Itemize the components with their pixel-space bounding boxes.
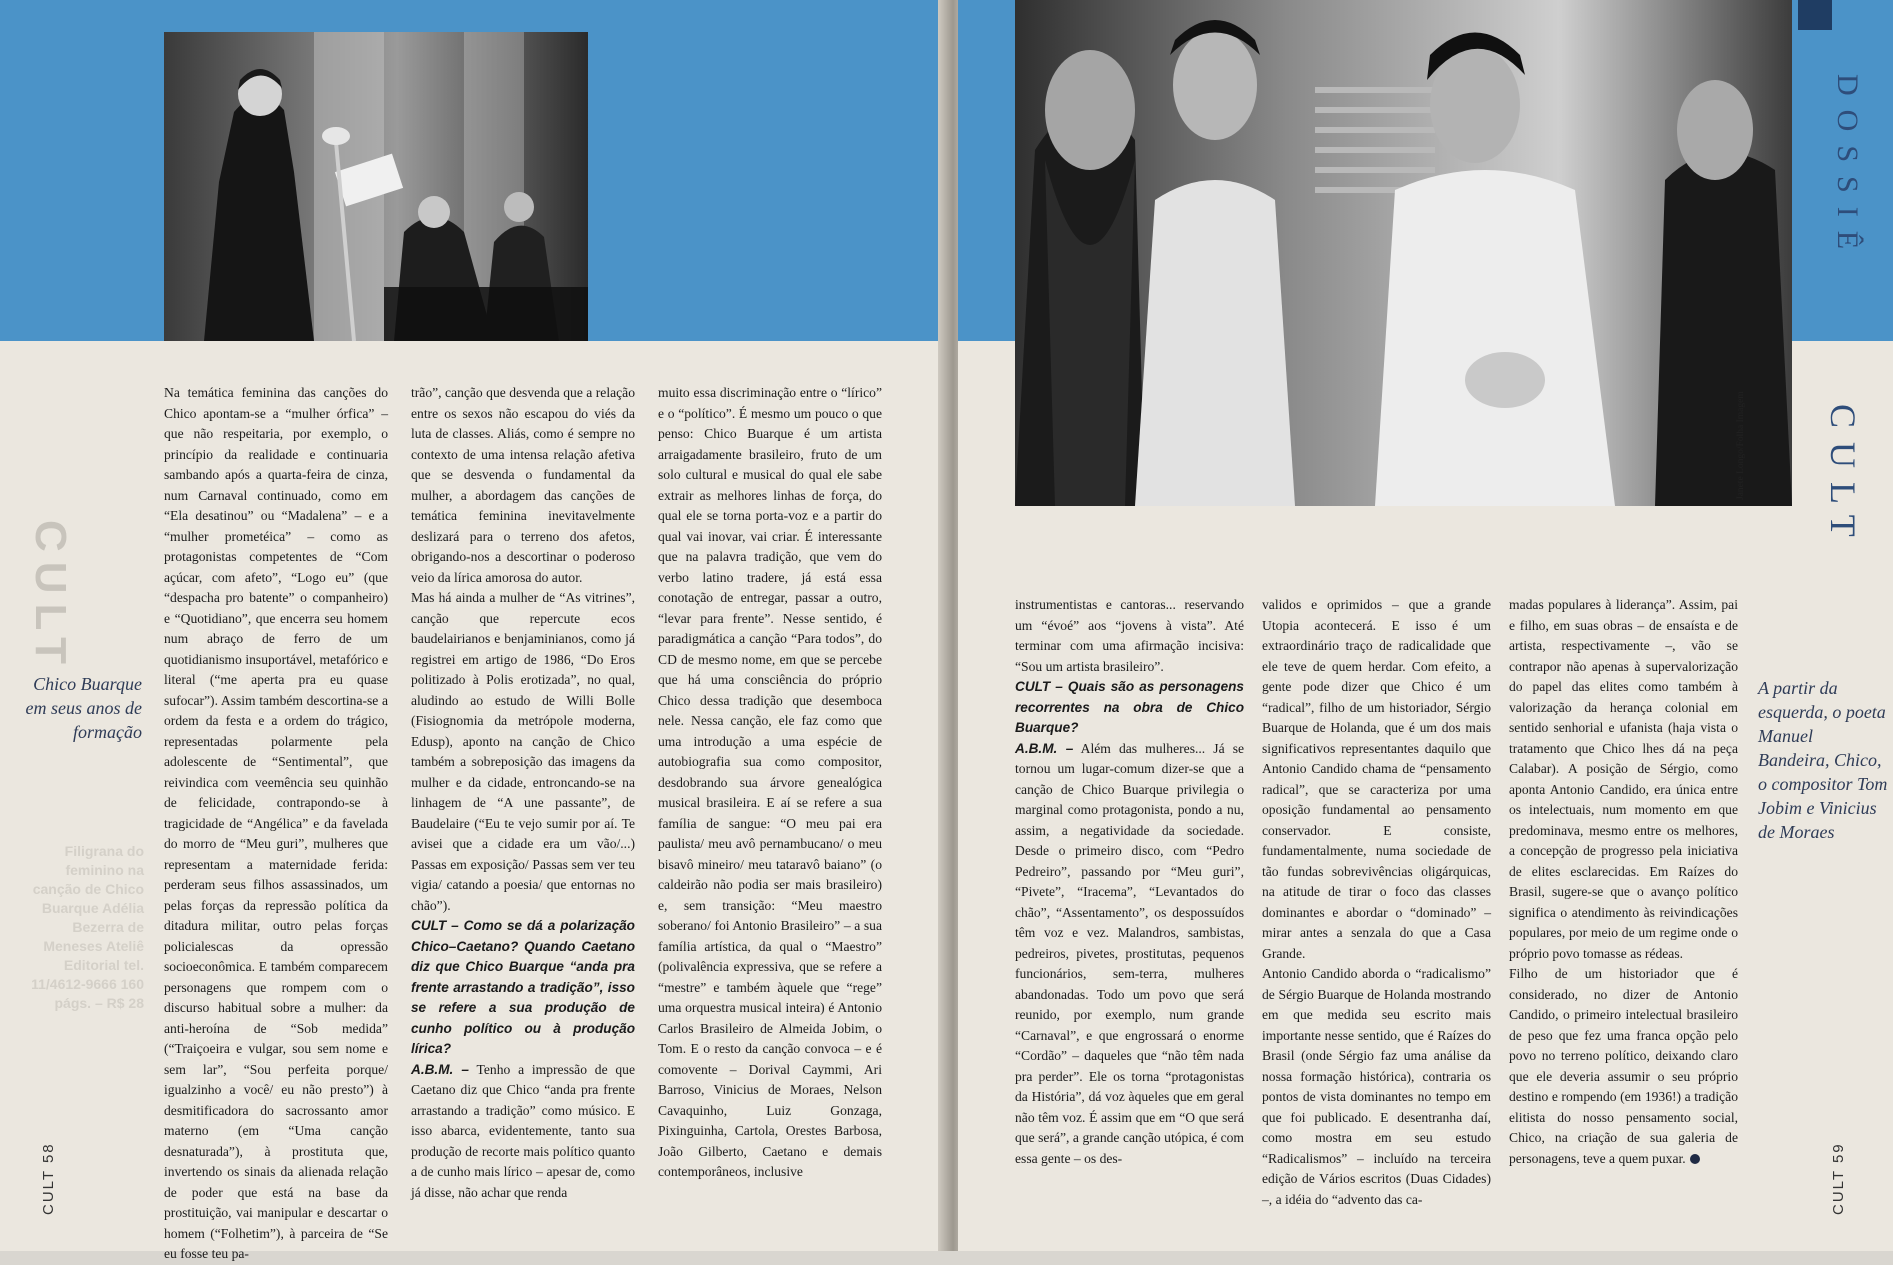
article-column-1 bbox=[1015, 595, 1244, 1169]
answer-text: Tenho a impressão de que Caetano diz que Chico “anda pra frente arrastando a tradição” como músico. E isso abarca, evidentemente, tanto sua produção de recorte mais político quanto a de cunho mais lírico – apesar de, como já disse, não achar que renda bbox=[411, 1061, 635, 1200]
left-page bbox=[0, 0, 948, 1261]
paragraph: validos e oprimidos – que a grande Utopia acontecerá. E isso é um extraordinário traço de radicalidade que ele teve de quem herdar. Com efeito, a gente pode dizer que Chico é um “radical”, filho de um historiador, Sérgio Buarque de Holanda, que é um dos mais significativos representantes daquilo que Antonio Candido chama de “pensamento radical”, que se caracteriza por uma oposição fundamental ao pensamento conservador. E consiste, fundamentalmente, numa sociedade de tão fundas sobrevivências oligárquicas, na atitude de tirar o foco das classes dominantes e abordar o “dominado” – mirar antes a senzala do que a Casa Grande. bbox=[1262, 597, 1491, 961]
paragraph: Na temática feminina das canções do Chico apontam-se a “mulher órfica” – que não respeitaria, por exemplo, o princípio da realidade e continuaria sambando após a quarta-feira de cinza, num Carnaval continuado, como em “Ela desatinou” ou “Madalena” – e a “mulher prometéica” – como as protagonistas competentes de “Com açúcar, com afeto”, “Logo eu” (que “despacha pro batente” o companheiro) e “Quotidiano”, que encerra seu homem num abraço de ferro de um quotidianismo insuportável, metafórico e literal (“me aperta pra eu quase sufocar”). Assim também descortina-se a ordem da festa e a ordem do trágico, representadas polarmente pela adolescente de “Sentimental”, que reivindica com veemência seu quinhão de felicidade, contrapondo-se à tragicidade de “Angélica” e da favelada do morro de “Meu guri”, mulheres que representam a maternidade ferida: perderam seus filhos assassinados, um pelas forças da repressão política da ditadura militar, outro pelas forças policialescas da opressão socioeconômica. E também comparecem personagens que rompem com o discurso habitual sobre a mulher: da anti-heroína de “Sob medida” (“Traiçoeira e vulgar, sou sem nome e sem lar”, “Sou perfeita porque/ igualzinho a você/ eu não presto”) à desmitificadora do sacrossanto amor materno (em “Uma canção desnaturada”), à prostituta que, invertendo os sinais da alienada relação de poder que está na base da prostituição, vai manipular e descartar o homem (“Folhetim”), à parceira de “Se eu fosse teu pa- bbox=[164, 385, 388, 1261]
answer-lead: A.B.M. – bbox=[1015, 740, 1074, 756]
article-column-2 bbox=[1262, 595, 1491, 1210]
interview-answer bbox=[1015, 739, 1244, 1170]
section-marker bbox=[1798, 0, 1832, 30]
paragraph: Mas há ainda a mulher de “As vitrines”, canção que repercute ecos baudelairianos e benjaminianos, como já registrei em artigo de 1986, “Do Eros politizado à Polis erotizada”, no qual, aludindo ao estudo de Willi Bolle (Fisiognomia da metrópole moderna, Edusp), aponto na canção de Chico também a sobreposição das imagens da mulher e da cidade, entroncando-se na linhagem de “A une passante”, de Baudelaire (“Eu te vejo sumir por aí. Te avisei que a cidade era um vão/...) Passas em exposição/ Passas sem ver teu vigia/ catando a poesia/ que entornas no chão”). bbox=[411, 590, 635, 913]
paragraph: Antonio Candido aborda o “radicalismo” de Sérgio Buarque de Holanda mostrando em que medida seu escrito mais importante nesse sentido, que é Raízes do Brasil (onde Sérgio faz uma análise da nossa formação histórica), contraria os pontos de vista dominantes no tempo em que foi publicado. E desentranha daí, como mostra em seu estudo “Radicalismos” – incluído na terceira edição de Vários escritos (Duas Cidades) –, a idéia do “advento das ca- bbox=[1262, 966, 1491, 1207]
end-of-article-icon bbox=[1690, 1154, 1700, 1164]
photo-credit: Janete Longo/Folha Imagem bbox=[1736, 391, 1746, 500]
paragraph: madas populares à liderança”. Assim, pai e filho, em suas obras – de ensaísta e de artista, respectivamente –, vão se contrapor não apenas à supervalorização do papel das elites como também à valorização da herança colonial em sentido senhorial e ufanista (haja vista o tratamento que Chico lhes dá na peça Calabar). A posição de Sérgio, como aponta Antonio Candido, era única entre os intelectuais, num momento em que predominava, mesmo entre os melhores, a concepção de progresso pela iniciativa de elites esclarecidas. Em Raízes do Brasil, sugere-se que o avanço político significa o atendimento às reivindicações populares, por meio de um regime onde o próprio povo tomasse as rédeas. bbox=[1509, 597, 1738, 961]
interview-question: CULT – Como se dá a polarização Chico–Caetano? Quando Caetano diz que Chico Buarque “anda pra frente arrastando a tradição”, isso se refere a sua produção de cunho político ou à produção lírica? bbox=[411, 918, 635, 1056]
photo-group-bandeira-chico-jobim-vinicius bbox=[1015, 0, 1792, 506]
article-column-1 bbox=[164, 383, 388, 1265]
page-number-right: CULT 59 bbox=[1830, 1142, 1847, 1215]
article-column-3 bbox=[658, 383, 882, 1183]
page-number-left: CULT 58 bbox=[40, 1142, 57, 1215]
interview-question: CULT – Quais são as personagens recorrentes na obra de Chico Buarque? bbox=[1015, 679, 1244, 735]
paragraph: muito essa discriminação entre o “lírico” e o “político”. É mesmo um pouco o que penso: Chico Buarque é um artista arraigadamente brasileiro, fruto de um solo cultural e musical do qual ele sabe extrair as melhores linhas de força, do qual ele se torna porta-voz e a partir do qual vai inovar, vai criar. É interessante que na palavra tradição, que vem do verbo latino tradere, já está essa conotação de entregar, passar a outro, “levar para frente”. Nesse sentido, é paradigmática a canção “Para todos”, do CD de mesmo nome, em que se percebe que há uma consciência do próprio Chico dessa tradição que desemboca nele. Nessa canção, ele faz como que uma introdução a uma espécie de autobiografia sua como compositor, desdobrando sua árvore genealógica musical brasileira. E aí se refere a sua família de sangue: “O meu pai era paulista/ meu avô pernambucano/ o meu bisavô mineiro/ meu tataravô baiano” (o caldeirão não podia ser mais brasileiro) e, sem transição: “Meu maestro soberano/ foi Antonio Brasileiro” – a sua família artística, da qual o “Maestro” (polivalência expressiva, que se refere a “mestre” e também àquele que “rege” uma orquestra musical inteira) é Antonio Carlos Brasileiro de Almeida Jobim, o Tom. E o resto da canção convoca – e é comovente – Dorival Caymmi, Ari Barroso, Vinicius de Moraes, Nelson Cavaquinho, Luiz Gonzaga, Pixinguinha, Cartola, Orestes Barbosa, João Gilberto, Caetano e demais contemporâneos, inclusive bbox=[658, 385, 882, 1179]
ghost-running-head: CULT bbox=[26, 520, 75, 675]
article-column-3 bbox=[1509, 595, 1738, 1169]
brand-label-cult: CULT bbox=[1823, 404, 1863, 551]
photo-caption-right: A partir da esquerda, o poeta Manuel Bandeira, Chico, o compositor Tom Jobim e Vinicius de Moraes bbox=[1758, 678, 1888, 842]
section-label-dossie: DOSSIÊ bbox=[1831, 74, 1864, 264]
photo-young-chico bbox=[164, 32, 588, 341]
ghost-sidebar-text: Filigrana do feminino na canção de Chico Buarque Adélia Bezerra de Meneses Ateliê Editorial tel. 11/4612-9666 160 págs. – R$ 28 bbox=[31, 843, 144, 1011]
paragraph: trão”, canção que desvenda que a relação entre os sexos não escapou do viés da luta de classes. Aliás, como é sempre no contexto de uma intensa relação afetiva que se desvenda o fundamental da mulher, a abordagem das canções de temática feminina inevitavelmente deslizará para o terreno dos afetos, obrigando-nos a descortinar o poderoso veio da lírica amorosa do autor. bbox=[411, 385, 635, 585]
interview-answer bbox=[411, 1060, 635, 1204]
answer-text: Além das mulheres... Já se tornou um lugar-comum dizer-se que a canção de Chico Buarque privilegia o marginal como protagonista, pondo a nu, assim, a negatividade da sociedade. Desde o primeiro disco, com “Pedro Pedreiro”, passando por “Meu guri”, “Pivete”, “Iracema”, “Levantados do chão”, “Assentamento”, os despossuídos têm voz e vez. Malandros, sambistas, pedreiros, pivetes, prostitutas, pequenos funcionários, sem-terra, mulheres abandonadas. Todo um povo que será reunido, por exemplo, num grande “Carnaval”, e que engrossará o enorme “Cordão” – daqueles que “não têm nada pra perder”. Ele os torna “protagonistas da História”, dá voz àqueles que em geral não têm voz. É assim que em “O que será que será”, a grande canção utópica, é com essa gente – os des- bbox=[1015, 740, 1245, 1166]
answer-lead: A.B.M. – bbox=[411, 1061, 469, 1077]
paragraph: instrumentistas e cantoras... reservando um “évoé” aos “jovens à vista”. Até terminar com uma afirmação incisiva: “Sou um artista brasileiro”. bbox=[1015, 597, 1244, 674]
paragraph bbox=[1509, 964, 1738, 1169]
photo-caption-left: Chico Buarque em seus anos de formação bbox=[25, 674, 142, 742]
paragraph-text: Filho de um historiador que é considerado, no dizer de Antonio Candido, o primeiro intelectual brasileiro de peso que fez uma franca opção pelo povo no terreno político, deixando claro que ele deveria assumir o seu próprio destino e rompendo (em 1936!) a tradição elitista do nosso pensamento social, Chico, na criação de sua galeria de personagens, teve a quem puxar. bbox=[1509, 966, 1738, 1166]
right-page bbox=[958, 0, 1893, 1251]
article-column-2 bbox=[411, 383, 635, 1203]
